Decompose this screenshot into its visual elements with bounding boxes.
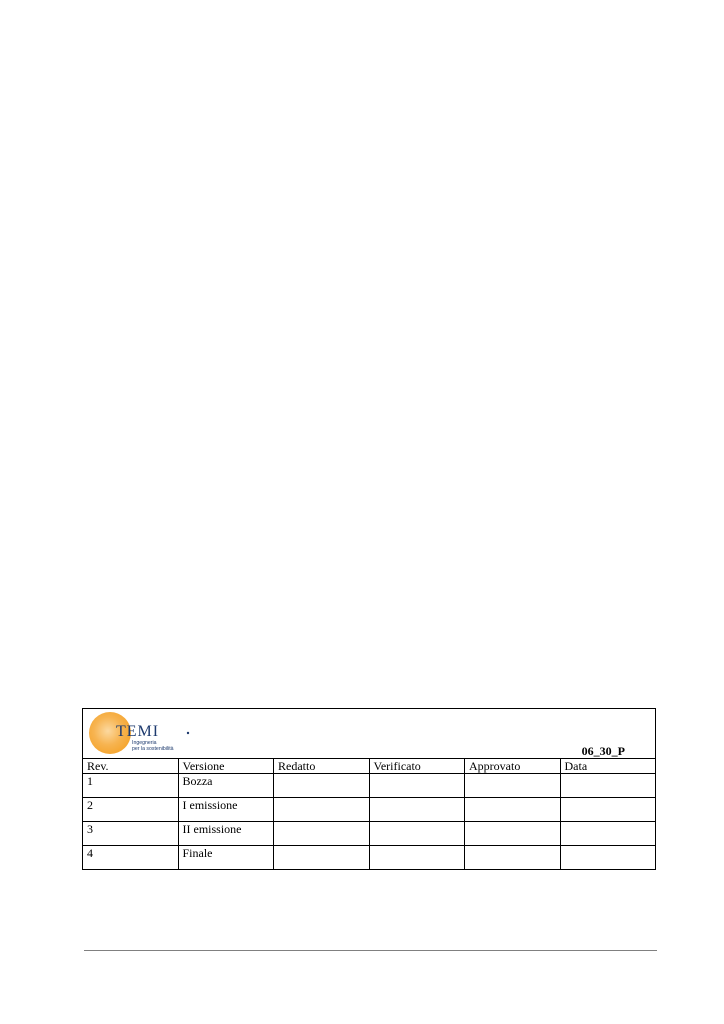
table-row — [83, 774, 656, 798]
cell-rev: 2 — [83, 798, 179, 822]
cell-rev: 3 — [83, 822, 179, 846]
cell-rev: 4 — [83, 846, 179, 870]
cell-approvato — [465, 798, 561, 822]
header-rev: Rev. — [83, 759, 179, 774]
cell-verificato — [369, 798, 465, 822]
header-redatto: Redatto — [274, 759, 370, 774]
cell-data — [560, 822, 656, 846]
cell-verificato — [369, 774, 465, 798]
cell-versione: II emissione — [178, 822, 274, 846]
header-approvato: Approvato — [465, 759, 561, 774]
table-header-row — [83, 759, 656, 774]
cell-data — [560, 774, 656, 798]
cell-versione: Finale — [178, 846, 274, 870]
temi-logo — [88, 711, 198, 755]
cell-redatto — [274, 774, 370, 798]
cell-approvato — [465, 822, 561, 846]
logo-tagline-2: per la sostenibilità — [132, 746, 174, 752]
header-data: Data — [560, 759, 656, 774]
cell-versione: Bozza — [178, 774, 274, 798]
cell-approvato — [465, 846, 561, 870]
header-verificato: Verificato — [369, 759, 465, 774]
revision-box — [82, 708, 656, 870]
table-row — [83, 846, 656, 870]
logo-tagline-1: Ingegneria — [132, 740, 157, 746]
cell-verificato — [369, 846, 465, 870]
cell-rev: 1 — [83, 774, 179, 798]
header-versione: Versione — [178, 759, 274, 774]
table-row — [83, 798, 656, 822]
cell-redatto — [274, 822, 370, 846]
cell-approvato — [465, 774, 561, 798]
revision-table — [82, 758, 656, 870]
cell-data — [560, 846, 656, 870]
cell-data — [560, 798, 656, 822]
cell-versione: I emissione — [178, 798, 274, 822]
table-row — [83, 822, 656, 846]
document-code: 06_30_P — [581, 744, 625, 758]
cell-redatto — [274, 846, 370, 870]
footer-divider — [84, 950, 657, 951]
cell-verificato — [369, 822, 465, 846]
logo-brand: TEMI — [116, 723, 160, 740]
cell-redatto — [274, 798, 370, 822]
revision-header — [83, 709, 655, 759]
